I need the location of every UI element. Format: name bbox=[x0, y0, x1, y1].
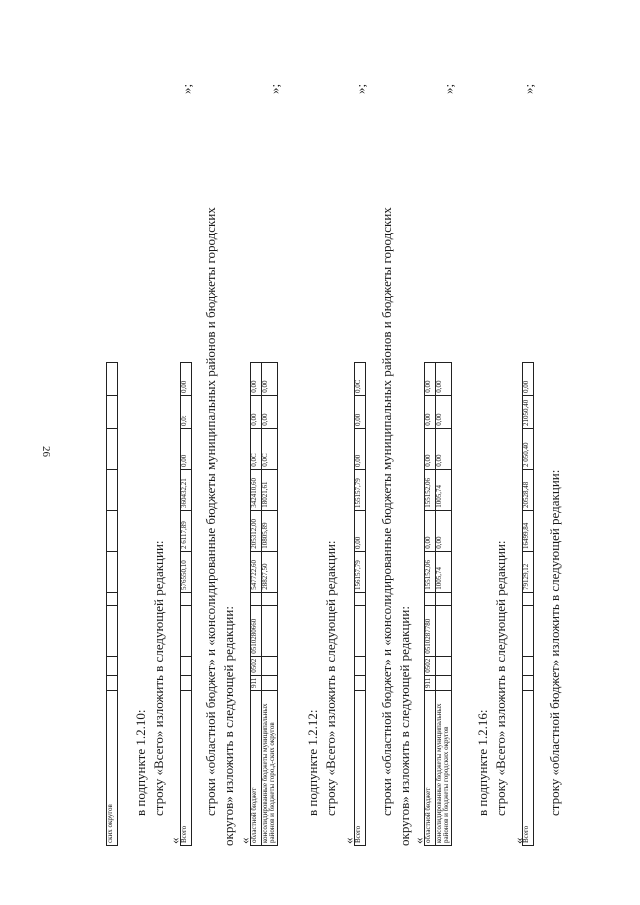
table-cell: 21050,40 bbox=[523, 396, 534, 429]
table-cell: 0502 bbox=[251, 656, 262, 675]
section-paragraph-line1: строки «областной бюджет» и «консолидированные бюджеты муниципальных районов и бюджеты городских bbox=[203, 207, 218, 816]
table-cell: 342410,60 bbox=[251, 469, 262, 510]
table-cell: 0,00 bbox=[436, 362, 452, 395]
table-total-2 bbox=[354, 362, 366, 846]
table-cell: 155157,79 bbox=[355, 470, 366, 511]
section-instruction: строку «Всего» изложить в следующей редакции: bbox=[151, 540, 166, 816]
section-instruction: строку «Всего» изложить в следующей редакции: bbox=[493, 540, 508, 816]
quote-close: »; bbox=[521, 83, 536, 94]
table-cell: 0,00 bbox=[181, 363, 192, 396]
table-cell: 28827,50 bbox=[262, 551, 278, 592]
table-cell: 18021,61 bbox=[262, 469, 278, 510]
table-cell: 0,0C bbox=[251, 428, 262, 469]
section-instruction: строку «Всего» изложить в следующей редакции: bbox=[323, 540, 338, 816]
table-cell: 2 6117,89 bbox=[181, 511, 192, 552]
table-budgets-2 bbox=[424, 362, 452, 846]
table-cell: 0,00 bbox=[436, 428, 452, 469]
table-cell-label: консолидированные бюджеты муниципальных районов и бюджеты городских округов bbox=[436, 691, 452, 846]
table-cell: 0,00 bbox=[251, 395, 262, 428]
table-total-1 bbox=[180, 362, 192, 846]
section-paragraph-line2: округов» изложить в следующей редакции: bbox=[397, 606, 412, 846]
table-cell: 0,0: bbox=[181, 396, 192, 429]
table-cell: 0,00 bbox=[436, 395, 452, 428]
section-heading: в подпункте 1.2.12: bbox=[305, 709, 320, 816]
quote-close: »; bbox=[179, 83, 194, 94]
table-cell: 0510287780 bbox=[425, 605, 436, 656]
table-cell: 0502 bbox=[425, 656, 436, 675]
table-cell: 0,00 bbox=[181, 429, 192, 470]
table-cell: 0,00 bbox=[262, 395, 278, 428]
section-instruction: строку «областной бюджет» изложить в следующей редакции: bbox=[547, 469, 562, 816]
table-cell-label: Всего bbox=[355, 691, 366, 846]
table-cell: 911 bbox=[251, 675, 262, 690]
table-cell: 360432,21 bbox=[181, 470, 192, 511]
table-cell: 0,00 bbox=[425, 362, 436, 395]
table-total-3 bbox=[522, 362, 534, 846]
table-cell: 20528,48 bbox=[523, 470, 534, 511]
rotated-document-body bbox=[92, 71, 562, 846]
table-cell: 0,00 bbox=[355, 429, 366, 470]
table-cell: 0,00 bbox=[355, 396, 366, 429]
table-cell: 0,00 bbox=[425, 510, 436, 551]
table-cell: 911 bbox=[425, 675, 436, 690]
table-cell-label: областной бюджет bbox=[251, 691, 262, 846]
table-cell: 547722,60 bbox=[251, 551, 262, 592]
table-fragment-top bbox=[106, 362, 118, 846]
table-cell: 0,00 bbox=[425, 428, 436, 469]
table-cell: 10805,89 bbox=[262, 510, 278, 551]
quote-open: « bbox=[411, 837, 426, 844]
table-cell: 0,0C bbox=[262, 428, 278, 469]
section-paragraph-line2: округов» изложить в следующей редакции: bbox=[221, 606, 236, 846]
table-cell: 0,00 bbox=[355, 511, 366, 552]
table-cell-label: консолидированные бюджеты муниципальных районов и бюджеты горо,д-ских округов bbox=[262, 691, 278, 846]
table-cell: 0,00 bbox=[251, 362, 262, 395]
quote-open: « bbox=[511, 837, 526, 844]
table-cell: 0,00 bbox=[262, 362, 278, 395]
section-paragraph-line1: строки «областной бюджет» и «консолидированные бюджеты муниципальных районов и бюджеты городских bbox=[379, 207, 394, 816]
page-number: 26 bbox=[40, 446, 52, 457]
quote-close: »; bbox=[441, 83, 456, 94]
table-cell: 0,0C bbox=[355, 363, 366, 396]
table-cell: 155152,06 bbox=[425, 469, 436, 510]
table-cell-label: Всего bbox=[181, 691, 192, 846]
table-cell: 1005,74 bbox=[436, 469, 452, 510]
table-cell: 16499,84 bbox=[523, 511, 534, 552]
table-cell: 0,00 bbox=[436, 510, 452, 551]
table-cell: 2 050,40 bbox=[523, 429, 534, 470]
table-cell: 576550,10 bbox=[181, 552, 192, 593]
table-cell: 0,00 bbox=[523, 363, 534, 396]
table-cell: 155152,06 bbox=[425, 551, 436, 592]
quote-open: « bbox=[167, 837, 182, 844]
section-heading: в подпункте 1.2.10: bbox=[133, 709, 148, 816]
table-cell: 156157,79 bbox=[355, 552, 366, 593]
table-cell: 0,00 bbox=[425, 395, 436, 428]
table-cell-label: Всего bbox=[523, 691, 534, 846]
table-budgets-1 bbox=[250, 362, 278, 846]
quote-close: »; bbox=[353, 83, 368, 94]
table-cell: 1005,74 bbox=[436, 551, 452, 592]
table-cell-label: областной бюджет bbox=[425, 691, 436, 846]
section-heading: в подпункте 1.2.16: bbox=[475, 709, 490, 816]
quote-open: « bbox=[341, 837, 356, 844]
quote-open: « bbox=[237, 837, 252, 844]
table-cell: 205312,00 bbox=[251, 510, 262, 551]
table-cell-label: ских округов bbox=[107, 691, 118, 846]
quote-close: »; bbox=[267, 83, 282, 94]
table-cell: 79129,12 bbox=[523, 552, 534, 593]
table-cell: 0510280660 bbox=[251, 605, 262, 656]
